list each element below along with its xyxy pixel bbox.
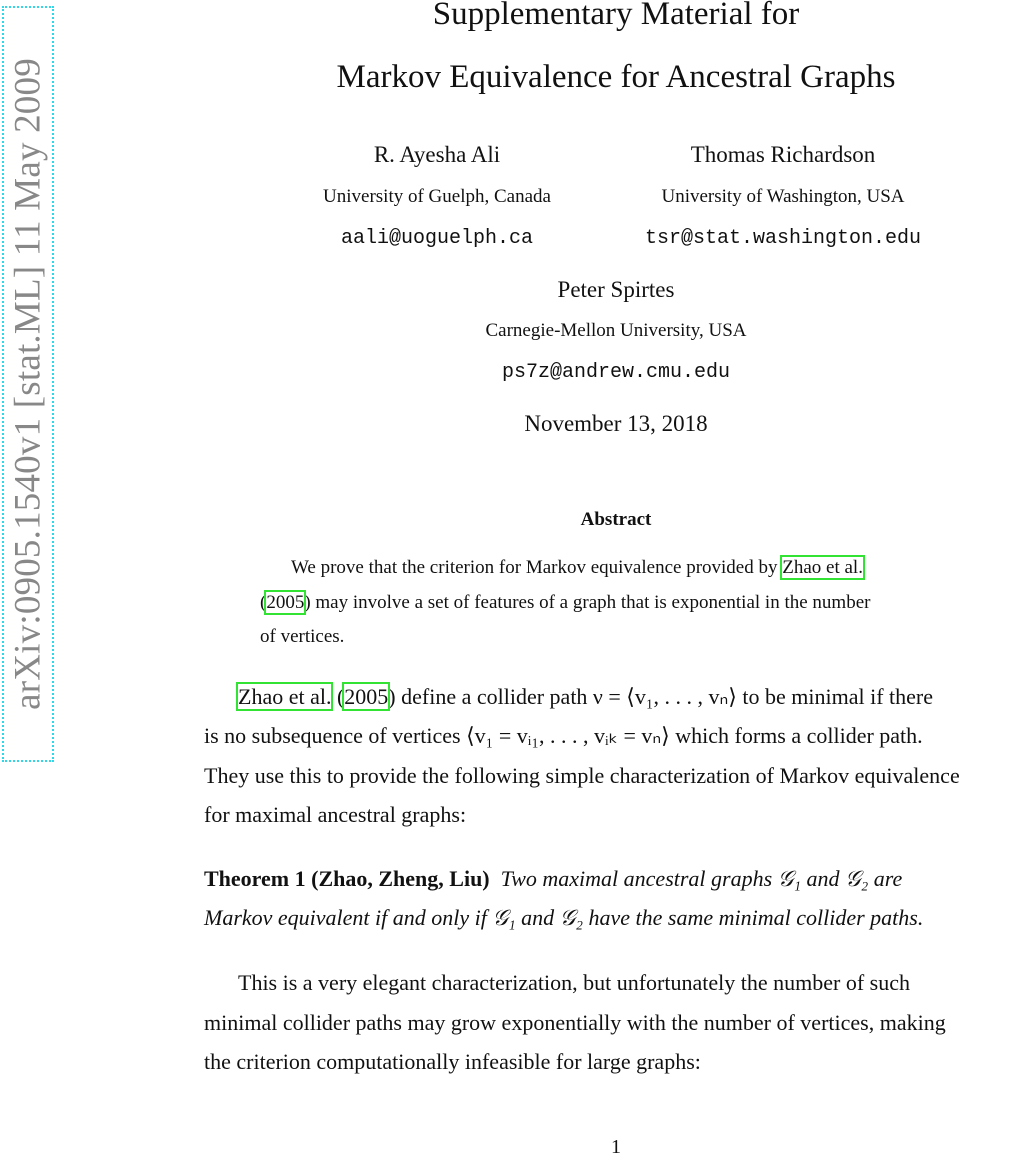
theorem-line-1 [204,866,902,892]
author-name: Thomas Richardson [690,142,876,167]
abstract-text: We prove that the criterion for Markov equivalence provided by [291,557,783,578]
citation-link-2005[interactable]: 2005 [344,684,389,709]
paragraph-2-line-1: This is a very elegant characterization, but unfortunately the number of such [238,970,910,995]
paragraph-2-line-3: the criterion computationally infeasible for large graphs: [204,1049,701,1074]
page-number: 1 [611,1136,621,1158]
theorem-heading: Theorem 1 (Zhao, Zheng, Liu) [204,866,490,891]
date: November 13, 2018 [524,411,708,436]
author-affiliation: Carnegie-Mellon University, USA [485,320,747,341]
abstract-line-3: of vertices. [260,626,345,647]
abstract-text: ) may involve a set of features of a graph that is exponential in the number [304,592,871,613]
theorem-line-2: Markov equivalent if and only if 𝒢₁ and 𝒢₂ have the same minimal collider paths. [204,905,924,930]
paren: ( [260,592,267,613]
paragraph-1-line-1 [238,684,933,710]
citation-link-zhao[interactable]: Zhao et al. [782,557,863,578]
paragraph-1-line-4: for maximal ancestral graphs: [204,802,467,827]
arxiv-sidebar-stamp [2,6,54,762]
citation-link-2005[interactable]: 2005 [266,592,305,613]
paragraph-text: ) define a collider path ν = ⟨v₁, . . . , vₙ⟩ to be minimal if there [388,684,933,709]
author-email[interactable]: aali@uoguelph.ca [340,227,534,250]
arxiv-identifier: arXiv:0905.1540v1 [stat.ML] 11 May 2009 [7,58,49,710]
author-affiliation: University of Guelph, Canada [323,186,551,207]
title-line-1: Supplementary Material for [432,0,800,32]
abstract-heading: Abstract [580,509,652,530]
paren: ( [331,684,345,709]
paragraph-2-line-2: minimal collider paths may grow exponentially with the number of vertices, making [204,1010,946,1035]
abstract-line-2 [260,592,870,614]
abstract-line-1 [291,557,863,579]
theorem-statement: Two maximal ancestral graphs 𝒢₁ and 𝒢₂ are [500,866,903,891]
author-affiliation: University of Washington, USA [661,186,905,207]
author-name: R. Ayesha Ali [373,142,501,167]
citation-link-zhao[interactable]: Zhao et al. [238,684,332,709]
author-email[interactable]: ps7z@andrew.cmu.edu [501,361,731,384]
paragraph-1-line-2: is no subsequence of vertices ⟨v₁ = vᵢ₁, . . . , vᵢₖ = vₙ⟩ which forms a collider path. [204,723,923,748]
title-line-2: Markov Equivalence for Ancestral Graphs [336,59,896,95]
paragraph-1-line-3: They use this to provide the following simple characterization of Markov equivalence [204,763,960,788]
author-email[interactable]: tsr@stat.washington.edu [644,227,922,250]
author-name: Peter Spirtes [557,277,675,302]
